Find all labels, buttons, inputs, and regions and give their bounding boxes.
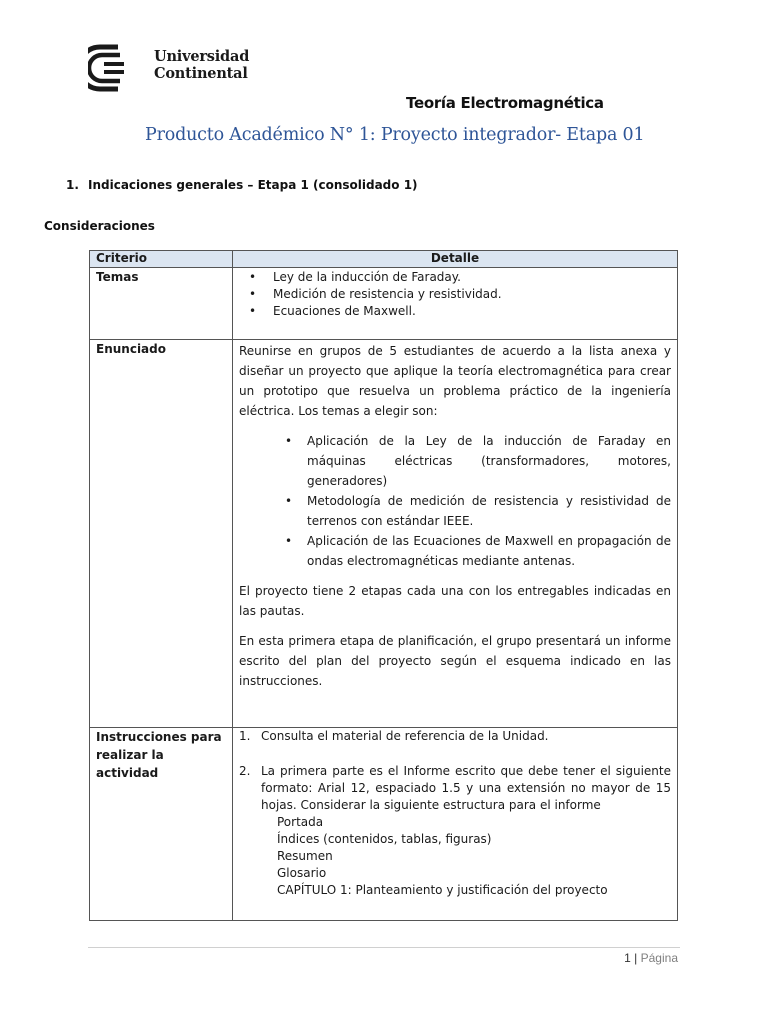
list-item: • Ley de la inducción de Faraday. bbox=[239, 269, 671, 286]
list-item: • Metodología de medición de resistencia y resistividad de terrenos con estándar IEEE. bbox=[239, 491, 671, 531]
page-footer bbox=[624, 951, 678, 965]
step-text: La primera parte es el Informe escrito que debe tener el siguiente formato: Arial 12, espaciado 1.5 y una extensión no mayor de 15 hojas. Considerar la siguiente estructura para el informe bbox=[261, 764, 671, 812]
considerations-heading: Consideraciones bbox=[44, 219, 155, 233]
temas-label: Temas bbox=[90, 268, 233, 340]
instrucciones-detail bbox=[233, 728, 678, 921]
section-heading bbox=[66, 178, 418, 192]
page-number: 1 bbox=[624, 951, 631, 965]
row-instrucciones bbox=[90, 728, 678, 921]
structure-item: Resumen bbox=[277, 849, 333, 863]
instruction-step-1 bbox=[239, 728, 671, 745]
logo-line-1: Universidad bbox=[154, 48, 250, 65]
page-label: Página bbox=[640, 951, 678, 965]
section-title: Indicaciones generales – Etapa 1 (consolidado 1) bbox=[88, 178, 418, 192]
temas-detail bbox=[233, 268, 678, 340]
temas-list bbox=[239, 269, 671, 320]
enunciado-paragraph-3: En esta primera etapa de planificación, el grupo presentará un informe escrito del plan del proyecto según el esquema indicado en las instrucciones. bbox=[239, 634, 671, 688]
enunciado-paragraph-1: Reunirse en grupos de 5 estudiantes de acuerdo a la lista anexa y diseñar un proyecto que aplique la teoría electromagnética para crear un prototipo que resuelva un problema práctico de la ingeniería eléctrica. Los temas a elegir son: bbox=[239, 344, 671, 418]
header-detalle: Detalle bbox=[233, 251, 678, 268]
logo-text bbox=[154, 48, 249, 82]
list-item: • Medición de resistencia y resistividad. bbox=[239, 286, 671, 303]
structure-item: Índices (contenidos, tablas, figuras) bbox=[277, 832, 492, 846]
structure-item: Portada bbox=[277, 815, 324, 829]
footer-separator: | bbox=[634, 951, 638, 965]
instrucciones-label: Instrucciones para realizar la actividad bbox=[90, 728, 233, 921]
course-title: Teoría Electromagnética bbox=[406, 94, 604, 112]
list-item: • Ecuaciones de Maxwell. bbox=[239, 303, 671, 320]
list-item: • Aplicación de las Ecuaciones de Maxwell en propagación de ondas electromagnéticas mediante antenas. bbox=[239, 531, 671, 571]
enunciado-detail bbox=[233, 340, 678, 728]
footer-divider bbox=[88, 947, 680, 948]
product-title: Producto Académico N° 1: Proyecto integrador- Etapa 01 bbox=[145, 125, 645, 145]
step-number: 1. bbox=[239, 729, 251, 743]
instruction-step-2 bbox=[239, 763, 671, 814]
row-enunciado bbox=[90, 340, 678, 728]
step-text: Consulta el material de referencia de la Unidad. bbox=[261, 729, 549, 743]
list-item: • Aplicación de la Ley de la inducción de Faraday en máquinas eléctricas (transformadores, motores, generadores) bbox=[239, 431, 671, 491]
structure-item: CAPÍTULO 1: Planteamiento y justificación del proyecto bbox=[277, 883, 608, 897]
header-criterio: Criterio bbox=[90, 251, 233, 268]
section-number: 1. bbox=[66, 178, 79, 192]
step-number: 2. bbox=[239, 764, 251, 778]
enunciado-paragraph-2: El proyecto tiene 2 etapas cada una con los entregables indicadas en las pautas. bbox=[239, 584, 671, 618]
structure-item: Glosario bbox=[277, 866, 327, 880]
enunciado-topics-list bbox=[239, 431, 671, 571]
row-temas bbox=[90, 268, 678, 340]
considerations-table bbox=[89, 250, 678, 921]
university-logo bbox=[88, 44, 258, 92]
enunciado-label: Enunciado bbox=[90, 340, 233, 728]
university-logo-icon bbox=[88, 44, 148, 92]
table-header-row bbox=[90, 251, 678, 268]
logo-line-2: Continental bbox=[154, 65, 248, 82]
